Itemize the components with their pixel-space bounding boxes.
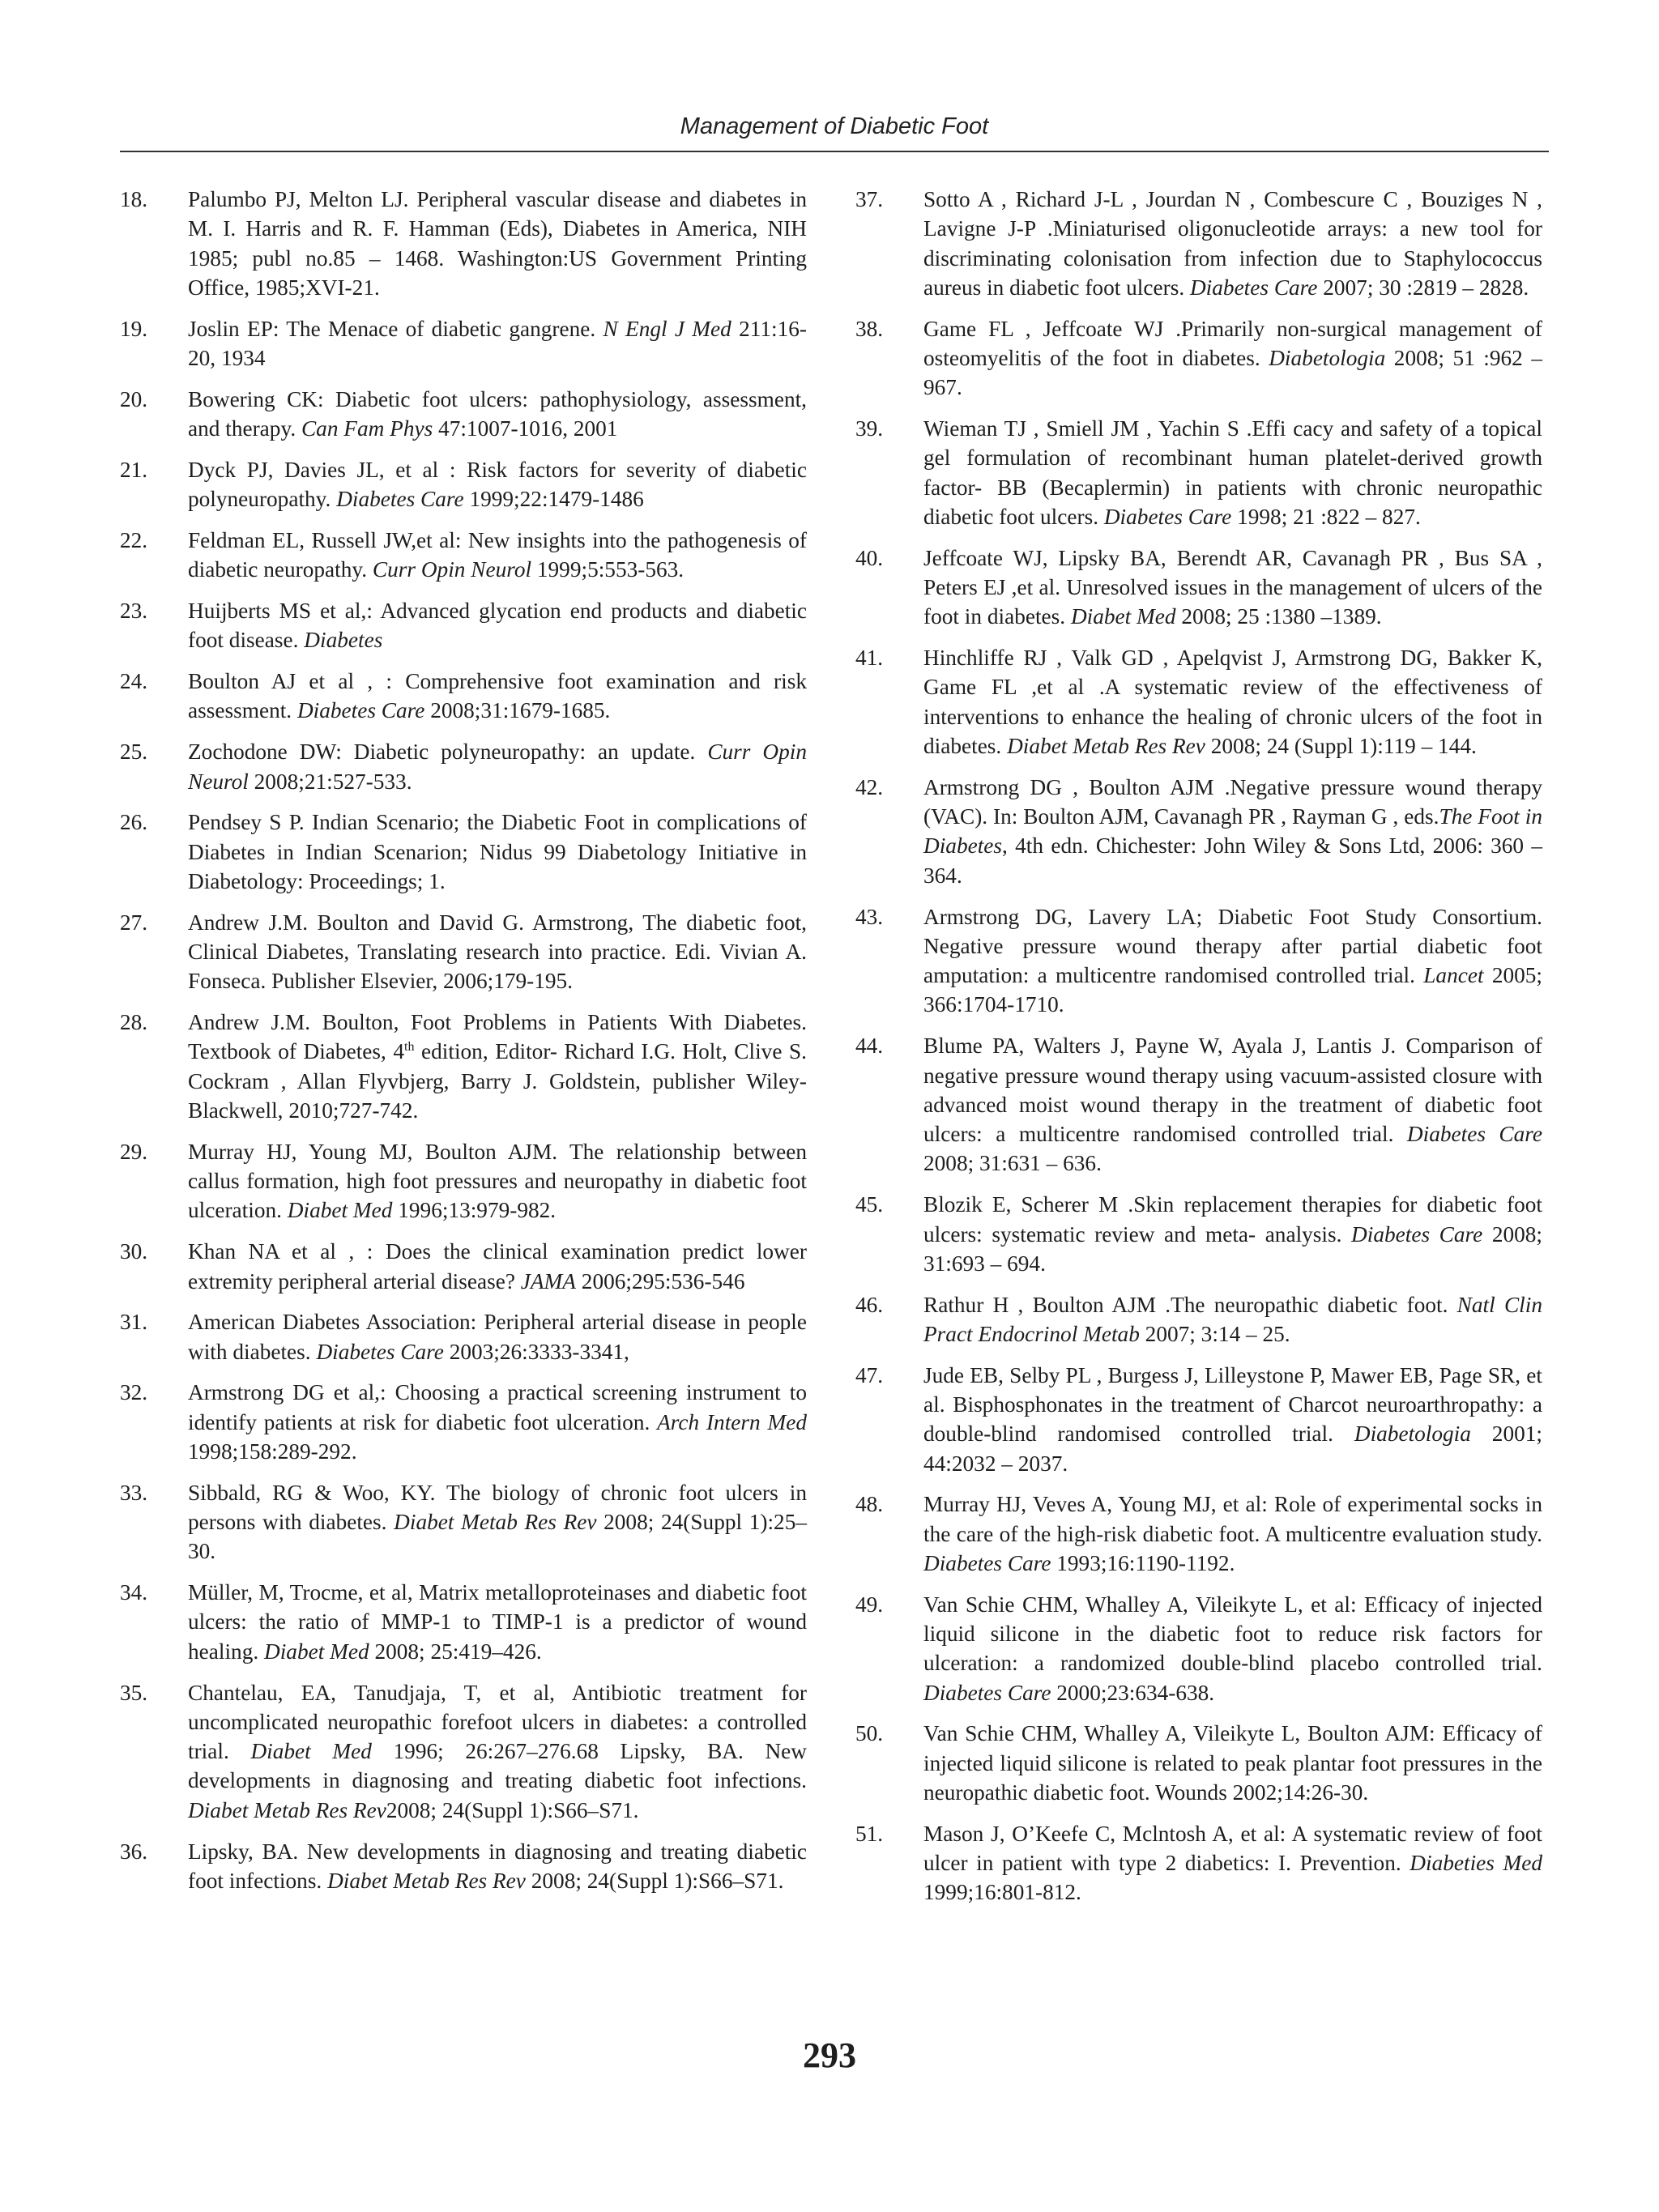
reference-number: 22. — [120, 527, 148, 552]
citation-text: Jeffcoate WJ, Lipsky BA, Berendt AR, Cavanagh PR , Bus SA , Peters EJ ,et al. Unresolved issues in the management of ulcers of the foot in diabetes. — [923, 545, 1542, 629]
reference-number: 42. — [855, 774, 884, 799]
reference-item — [855, 1190, 1542, 1278]
reference-text — [923, 546, 1542, 629]
journal-title: Diabetes Care — [296, 698, 425, 723]
journal-title: Diabet Metab Res Rev — [394, 1510, 597, 1535]
citation-text: 2006;295:536-546 — [575, 1268, 745, 1294]
citation-text: Pendsey S P. Indian Scenario; the Diabetic Foot in complications of Diabetes in Indian Scenarion; Nidus 99 Diabetology Initiative in Diabetology: Proceedings; 1. — [188, 810, 807, 893]
citation-text: 211:16-20, 1934 — [188, 316, 807, 370]
journal-title: Can Fam Phys — [301, 416, 433, 441]
reference-number: 39. — [855, 416, 884, 441]
journal-title: Diabetes Care — [1103, 504, 1232, 529]
reference-text — [188, 1010, 807, 1123]
citation-text: Huijberts MS et al,: Advanced glycation end products and diabetic foot disease. — [188, 599, 807, 653]
journal-title: Diabetes Care — [923, 1550, 1051, 1575]
reference-text — [923, 416, 1542, 529]
reference-number: 35. — [120, 1680, 148, 1705]
citation-text: 2008;21:527-533. — [248, 769, 412, 794]
reference-number: 25. — [120, 739, 148, 765]
journal-title: Diabetes Care — [923, 1680, 1051, 1705]
citation-text: Blume PA, Walters J, Payne W, Ayala J, Lantis J. Comparison of negative pressure wound therapy using vacuum-assisted closure with advanced moist wound therapy in the treatment of diabetic foot ulcers: a multicentre randomised controlled trial. — [923, 1034, 1542, 1147]
journal-title: Diabetes — [304, 628, 383, 653]
reference-number: 24. — [120, 669, 148, 694]
journal-title: JAMA — [520, 1268, 576, 1294]
reference-text — [923, 775, 1542, 888]
citation-text: Dyck PJ, Davies JL, et al : Risk factors for severity of diabetic polyneuropathy. — [188, 457, 807, 512]
reference-number: 37. — [855, 187, 884, 211]
citation-text: 2008; 31:631 – 636. — [923, 1151, 1102, 1176]
reference-text — [923, 1363, 1542, 1476]
reference-number: 18. — [120, 187, 148, 211]
reference-item — [120, 455, 807, 514]
citation-text: 1999;5:553-563. — [531, 557, 684, 582]
journal-title: Diabetes Care — [1406, 1122, 1543, 1147]
reference-text — [923, 317, 1542, 400]
journal-title: The Foot in Diabetes — [923, 804, 1542, 859]
reference-text — [188, 1681, 807, 1822]
reference-item — [120, 667, 807, 726]
reference-item — [120, 596, 807, 655]
citation-text: 47:1007-1016, 2001 — [433, 416, 618, 441]
reference-text — [188, 739, 807, 793]
citation-text: Murray HJ, Veves A, Young MJ, et al: Role of experimental socks in the care of the high-risk diabetic foot. A multicentre evaluation study. — [923, 1492, 1542, 1546]
reference-text — [923, 1592, 1542, 1705]
reference-item — [120, 1837, 807, 1896]
reference-text — [923, 1034, 1542, 1175]
journal-title: N Engl J Med — [603, 316, 731, 341]
citation-text: Armstrong DG et al,: Choosing a practical screening instrument to identify patients at risk for diabetic foot ulceration. — [188, 1380, 807, 1434]
reference-item — [855, 902, 1542, 1020]
reference-text — [188, 528, 807, 582]
citation-text: 2008; 24(Suppl 1):S66–S71. — [525, 1868, 784, 1893]
citation-text: Wieman TJ , Smiell JM , Yachin S .Effi cacy and safety of a topical gel formulation of recombinant human platelet-derived growth factor- BB (Becaplermin) in patients with chronic neuropathic diabetic foot ulcers. — [923, 416, 1542, 529]
reference-text — [923, 905, 1542, 1017]
page-number: 293 — [803, 2035, 856, 2075]
references-right-column — [855, 185, 1542, 1919]
reference-item — [855, 185, 1542, 302]
citation-text: 1998; 21 :822 – 827. — [1231, 504, 1421, 529]
reference-number: 32. — [120, 1380, 148, 1405]
citation-text: Zochodone DW: Diabetic polyneuropathy: an update. — [188, 739, 708, 765]
citation-text: Armstrong DG, Lavery LA; Diabetic Foot Study Consortium. Negative pressure wound therapy after partial diabetic foot amputation: a multicentre randomised controlled trial. — [923, 904, 1542, 988]
reference-text — [188, 1580, 807, 1664]
citation-text: Rathur H , Boulton AJM .The neuropathic diabetic foot. — [923, 1292, 1457, 1317]
citation-text: Andrew J.M. Boulton, Foot Problems in Patients With Diabetes. Textbook of Diabetes, 4 — [188, 1010, 807, 1064]
citation-text: Bowering CK: Diabetic foot ulcers: pathophysiology, assessment, and therapy. — [188, 386, 807, 441]
reference-text — [188, 387, 807, 441]
reference-text — [188, 810, 807, 893]
reference-text — [188, 1839, 807, 1893]
reference-text — [188, 599, 807, 652]
journal-title: Diabet Med — [1070, 604, 1176, 629]
citation-text: Game FL , Jeffcoate WJ .Primarily non-surgical management of osteomyelitis of the foot in diabetes. — [923, 316, 1542, 370]
reference-number: 44. — [855, 1034, 884, 1059]
reference-item — [855, 1290, 1542, 1349]
citation-text: 2008; 25:419–426. — [369, 1639, 542, 1664]
reference-text — [188, 187, 807, 300]
reference-item — [855, 543, 1542, 632]
reference-text — [188, 1380, 807, 1464]
journal-title: Diabeties Med — [1410, 1851, 1543, 1876]
journal-title: Diabet Metab Res Rev — [1007, 734, 1205, 759]
citation-text: 2001; 44:2032 – 2037. — [923, 1421, 1542, 1476]
citation-text: Khan NA et al , : Does the clinical examination predict lower extremity peripheral arterial disease? — [188, 1239, 807, 1294]
citation-text: 1993;16:1190-1192. — [1051, 1550, 1235, 1575]
reference-item — [855, 414, 1542, 531]
citation-text: Hinchliffe RJ , Valk GD , Apelqvist J, Armstrong DG, Bakker K, Game FL ,et al .A systematic review of the effectiveness of interventions to enhance the healing of chronic ulcers of the foot in diabetes. — [923, 646, 1542, 759]
citation-text: Boulton AJ et al , : Comprehensive foot examination and risk assessment. — [188, 669, 807, 723]
citation-text: Armstrong DG , Boulton AJM .Negative pressure wound therapy (VAC). In: Boulton AJM, Cavanagh PR , Rayman G , eds. — [923, 774, 1542, 829]
reference-item — [120, 1378, 807, 1466]
header-divider — [120, 151, 1549, 152]
citation-text: American Diabetes Association: Peripheral arterial disease in people with diabetes. — [188, 1310, 807, 1364]
reference-item — [120, 385, 807, 444]
reference-number: 46. — [855, 1292, 884, 1317]
reference-number: 43. — [855, 904, 884, 929]
citation-text: 2007; 30 :2819 – 2828. — [1317, 275, 1529, 300]
reference-item — [855, 1490, 1542, 1578]
citation-text: 2008; 24 (Suppl 1):119 – 144. — [1205, 734, 1477, 759]
reference-item — [120, 908, 807, 996]
reference-number: 47. — [855, 1362, 884, 1387]
reference-text — [923, 1721, 1542, 1805]
reference-number: 49. — [855, 1592, 884, 1617]
citation-text: Mason J, O’Keefe C, Mclntosh A, et al: A systematic review of foot ulcer in patient with type 2 diabetics: I. Prevention. — [923, 1821, 1542, 1876]
reference-text — [188, 1310, 807, 1363]
reference-text — [923, 646, 1542, 758]
citation-text: 2008; 25 :1380 –1389. — [1175, 604, 1382, 629]
citation-text: Murray HJ, Young MJ, Boulton AJM. The relationship between callus formation, high foot pressures and neuropathy in diabetic foot ulceration. — [188, 1139, 807, 1223]
citation-text: Müller, M, Trocme, et al, Matrix metalloproteinases and diabetic foot ulcers: the ratio of MMP-1 to TIMP-1 is a predictor of wound healing. — [188, 1580, 807, 1664]
reference-number: 20. — [120, 386, 148, 411]
reference-number: 41. — [855, 646, 884, 671]
reference-text — [923, 1492, 1542, 1575]
reference-item — [855, 1719, 1542, 1807]
reference-item — [855, 1031, 1542, 1178]
journal-title: Diabetologia — [1269, 345, 1386, 370]
reference-number: 48. — [855, 1492, 884, 1517]
reference-number: 34. — [120, 1580, 148, 1605]
citation-text: Chantelau, EA, Tanudjaja, T, et al, Antibiotic treatment for uncomplicated neuropathic forefoot ulcers in diabetes: a controlled trial. — [188, 1680, 807, 1764]
reference-item — [855, 643, 1542, 761]
reference-item — [120, 1307, 807, 1366]
citation-text: 1999;22:1479-1486 — [463, 487, 644, 512]
citation-text: 2008;31:1679-1685. — [424, 698, 611, 723]
reference-item — [120, 1008, 807, 1125]
reference-text — [923, 187, 1542, 300]
journal-title: Diabetes Care — [1189, 275, 1318, 300]
citation-text: 1998;158:289-292. — [188, 1438, 357, 1464]
reference-item — [120, 1678, 807, 1825]
reference-item — [855, 1819, 1542, 1907]
citation-text: Palumbo PJ, Melton LJ. Peripheral vascular disease and diabetes in M. I. Harris and R. F. Hamman (Eds), Diabetes in America, NIH 1985; publ no.85 – 1468. Washington:US Government Printing Office, 1985;XVI-21. — [188, 187, 807, 300]
citation-text: 1999;16:801-812. — [923, 1880, 1081, 1905]
citation-text: 2008; 24(Suppl 1):S66–S71. — [386, 1797, 639, 1822]
reference-text — [188, 910, 807, 994]
reference-item — [120, 1137, 807, 1225]
citation-text: 2008; 51 :962 – 967. — [923, 345, 1542, 400]
reference-item — [120, 1237, 807, 1296]
citation-text: Jude EB, Selby PL , Burgess J, Lilleystone P, Mawer EB, Page SR, et al. Bisphosphonates in the treatment of Charcot neuroarthropathy: a double-blind randomised controlled trial. — [923, 1362, 1542, 1447]
citation-text: Sibbald, RG & Woo, KY. The biology of chronic foot ulcers in persons with diabetes. — [188, 1480, 807, 1535]
ordinal-superscript: th — [404, 1040, 415, 1055]
journal-title: Diabet Metab Res Rev — [188, 1797, 386, 1822]
reference-item — [855, 773, 1542, 890]
citation-text: , 4th edn. Chichester: John Wiley & Sons Ltd, 2006: 360 – 364. — [923, 833, 1542, 888]
running-header: Management of Diabetic Foot — [680, 113, 989, 139]
journal-title: Curr Opin Neurol — [188, 739, 807, 794]
reference-text — [188, 1140, 807, 1223]
journal-title: Diabet Med — [250, 1739, 372, 1764]
reference-number: 33. — [120, 1480, 148, 1505]
journal-title: Natl Clin Pract Endocrinol Metab — [923, 1292, 1542, 1346]
citation-text: Lipsky, BA. New developments in diagnosing and treating diabetic foot infections. — [188, 1839, 807, 1893]
reference-item — [855, 314, 1542, 403]
journal-title: Diabetes Care — [1351, 1221, 1483, 1247]
citation-text: 1996; 26:267–276.68 Lipsky, BA. New developments in diagnosing and treating diabetic foot infections. — [188, 1739, 808, 1793]
reference-number: 30. — [120, 1239, 148, 1264]
journal-title: Lancet — [1423, 963, 1484, 988]
citation-text: 2008; 31:693 – 694. — [923, 1221, 1543, 1276]
reference-text — [188, 458, 807, 511]
reference-number: 28. — [120, 1010, 148, 1035]
journal-title: Diabet Med — [287, 1198, 393, 1223]
citation-text: 2000;23:634-638. — [1051, 1680, 1215, 1705]
reference-number: 31. — [120, 1310, 148, 1335]
reference-number: 29. — [120, 1139, 148, 1164]
references-left-column — [120, 185, 807, 1907]
reference-item — [120, 1478, 807, 1566]
journal-title: Diabetologia — [1354, 1421, 1471, 1447]
journal-title: Diabet Metab Res Rev — [327, 1868, 526, 1893]
citation-text: Van Schie CHM, Whalley A, Vileikyte L, Boulton AJM: Efficacy of injected liquid silicone is related to peak plantar foot pressures in the neuropathic diabetic foot. Wounds 2002;14:26-30. — [923, 1721, 1542, 1805]
reference-number: 40. — [855, 545, 884, 570]
reference-number: 21. — [120, 457, 148, 482]
journal-title: Curr Opin Neurol — [372, 557, 532, 582]
journal-title: Arch Intern Med — [657, 1409, 807, 1434]
reference-item — [120, 314, 807, 373]
citation-text: 2003;26:3333-3341, — [443, 1339, 629, 1364]
reference-item — [120, 808, 807, 896]
journal-title: Diabetes Care — [336, 487, 464, 512]
journal-title: Diabet Med — [264, 1639, 369, 1664]
reference-number: 27. — [120, 910, 148, 935]
reference-number: 19. — [120, 316, 148, 341]
citation-text: Feldman EL, Russell JW,et al: New insights into the pathogenesis of diabetic neuropathy. — [188, 527, 807, 582]
citation-text: edition, Editor- Richard I.G. Holt, Clive S. Cockram , Allan Flyvbjerg, Barry J. Goldstein, publisher Wiley-Blackwell, 2010;727-742. — [188, 1039, 807, 1123]
reference-item — [120, 526, 807, 585]
reference-text — [923, 1293, 1542, 1346]
journal-title: Diabetes Care — [316, 1339, 444, 1364]
reference-text — [188, 669, 807, 722]
citation-text: Andrew J.M. Boulton and David G. Armstrong, The diabetic foot, Clinical Diabetes, Translating research into practice. Edi. Vivian A. Fonseca. Publisher Elsevier, 2006;179-195. — [188, 910, 807, 994]
citation-text: Blozik E, Scherer M .Skin replacement therapies for diabetic foot ulcers: systematic review and meta- analysis. — [923, 1192, 1542, 1247]
citation-text: Van Schie CHM, Whalley A, Vileikyte L, et al: Efficacy of injected liquid silicone in the diabetic foot to reduce risk factors for ulceration: a randomized double-blind placebo controlled trial. — [923, 1592, 1542, 1676]
reference-number: 50. — [855, 1721, 884, 1746]
reference-text — [923, 1192, 1542, 1276]
reference-item — [120, 1578, 807, 1666]
reference-text — [923, 1822, 1542, 1905]
reference-number: 45. — [855, 1192, 884, 1217]
citation-text: 1996;13:979-982. — [392, 1198, 557, 1223]
reference-item — [120, 737, 807, 796]
citation-text: 2008; 24(Suppl 1):25–30. — [188, 1510, 807, 1564]
reference-text — [188, 317, 807, 370]
reference-number: 51. — [855, 1821, 884, 1846]
citation-text: Sotto A , Richard J-L , Jourdan N , Combescure C , Bouziges N , Lavigne J-P .Miniaturised oligonucleotide arrays: a new tool for discriminating colonisation from infection due to Staphylococcus aureus in diabetic foot ulcers. — [923, 187, 1542, 300]
reference-item — [855, 1361, 1542, 1478]
reference-text — [188, 1481, 807, 1564]
reference-item — [120, 185, 807, 302]
reference-text — [188, 1239, 807, 1293]
reference-number: 23. — [120, 599, 148, 624]
citation-text: 2005; 366:1704-1710. — [923, 963, 1542, 1017]
reference-number: 38. — [855, 316, 884, 341]
citation-text: Joslin EP: The Menace of diabetic gangrene. — [188, 316, 603, 341]
reference-number: 26. — [120, 810, 148, 835]
citation-text: 2007; 3:14 – 25. — [1139, 1321, 1290, 1346]
reference-number: 36. — [120, 1839, 148, 1864]
reference-item — [855, 1590, 1542, 1707]
